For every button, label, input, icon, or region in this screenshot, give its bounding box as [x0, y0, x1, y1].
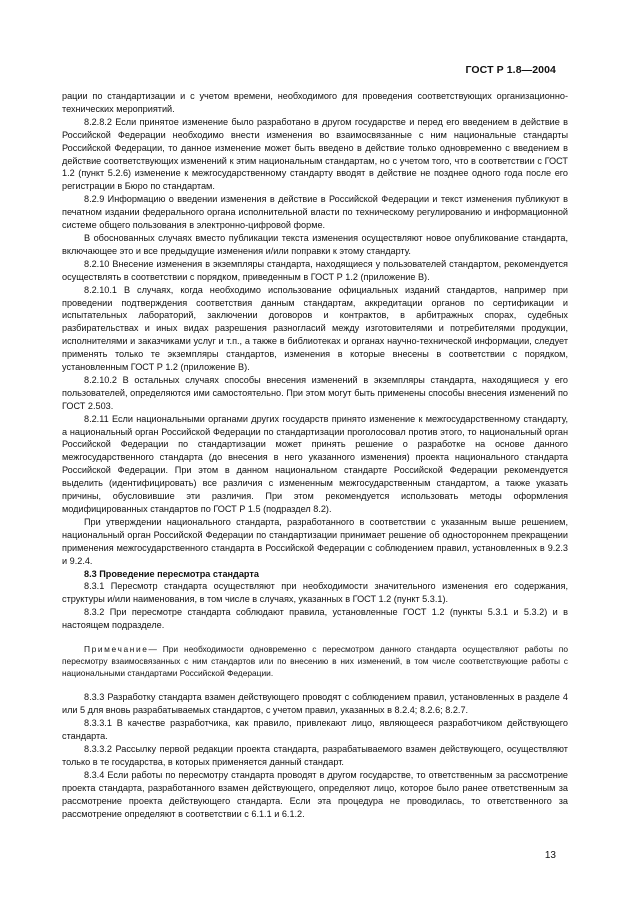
paragraph: При утверждении национального стандарта, разработанного в соответствии с указанным выше решением, национальный орган Российской Федерации по стандартизации принимает решение об одностороннем прекращении применения межгосударственного стандарта в Российской Федерации с соблюдением правил, установленных в 9.2.3 и 9.2.4.	[62, 516, 568, 566]
note-text: — При необходимости одновременно с пересмотром данного стандарта осуществляют работы по пересмотру взаимосвязанных с ним стандартов или по внесению в них изменений, в том числе соответствующие работы с национальными стандартами Российской Федерации.	[62, 644, 568, 678]
paragraph: 8.3.2 При пересмотре стандарта соблюдают правила, установленные ГОСТ 1.2 (пункты 5.3.1 и 5.3.2) и в настоящем подразделе.	[62, 607, 568, 631]
note-label: Примечание	[84, 644, 149, 655]
paragraph: В обоснованных случаях вместо публикации текста изменения осуществляют новое опубликование стандарта, включающее это и все предыдущие изменения и/или поправки к этому стандарту.	[62, 232, 568, 256]
paragraph: 8.2.10.2 В остальных случаях способы внесения изменений в экземпляры стандарта, находящиеся у его пользователей, определяются ими самостоятельно. При этом могут быть применены способы внесения изменений по ГОСТ 2.503.	[62, 374, 568, 411]
paragraph: 8.2.10.1 В случаях, когда необходимо использование официальных изданий стандартов, например при проведении подтверждения соответствия данным стандартам, аккредитации органов по сертификации и испытательных лабораторий, заключении договоров и контрактов, в арбитражных спорах, судебных разбирательствах и иных видах разрешения разногласий между изготовителями и потребителями продукции, исполнителями и заказчиками услуг и т.п., а также в библиотеках и органах научно-технической информации, следует применять только те экземпляры стандартов, изменения в которые внесены в соответствии с порядком, установленным ГОСТ Р 1.2 (приложение В).	[62, 284, 568, 373]
paragraph: 8.3.3.1 В качестве разработчика, как правило, привлекают лицо, являющееся разработчиком действующего стандарта.	[62, 718, 568, 742]
paragraph: 8.3.4 Если работы по пересмотру стандарта проводят в другом государстве, то ответственным за рассмотрение проекта стандарта, разработанного взамен действующего, определяют лицо, которое было ранее ответственным за рассмотрение проекта действующего стандарта. Если эта процедура не проводилась, то ответственного за рассмотрение определяют в соответствии с 6.1.1 и 6.1.2.	[62, 769, 568, 819]
paragraph: 8.2.8.2 Если принятое изменение было разработано в другом государстве и перед его введением в действие в Российской Федерации необходимо внести изменения во взаимосвязанные с ним национальные стандарты Российской Федерации, то данное изменение может быть введено в действие только одновременно с введением в действие соответствующих изменений к этим национальным стандартам, но с учетом того, что в соответствии с ГОСТ 1.2 (пункт 5.2.6) изменение к межгосударственному стандарту вводят в действие не позднее одного года после его регистрации в Бюро по стандартам.	[62, 116, 568, 192]
section-heading: 8.3 Проведение пересмотра стандарта	[84, 568, 259, 579]
document-header: ГОСТ Р 1.8—2004	[465, 64, 556, 76]
paragraph: 8.2.9 Информацию о введении изменения в действие в Российской Федерации и текст изменения публикуют в печатном издании федерального органа исполнительной власти по техническому регулированию и информационной системе общего пользования в электронно-цифровой форме.	[62, 194, 568, 231]
document-body	[62, 90, 568, 821]
note	[62, 644, 568, 679]
paragraph: 8.2.11 Если национальными органами других государств принято изменение к межгосударственному стандарту, а национальный орган Российской Федерации по стандартизации проголосовал против этого, то национальный орган Российской Федерации по стандартизации может принять решение о разработке на основе данного межгосударственного стандарта (до внесения в него указанного изменения) проекта национального стандарта Российской Федерации. При этом в данном национальном стандарте Российской Федерации рекомендуется выделить (идентифицировать) все различия с измененным межгосударственным стандартом, а также указать причины, обусловившие эти различия. При этом рекомендуется использовать методы оформления модифицированных стандартов по ГОСТ Р 1.5 (подраздел 8.2).	[62, 413, 568, 514]
paragraph: 8.3.3 Разработку стандарта взамен действующего проводят с соблюдением правил, установленных в разделе 4 или 5 для вновь разрабатываемых стандартов, с учетом правил, указанных в 8.2.4; 8.2.6; 8.2.7.	[62, 692, 568, 716]
paragraph: 8.3.1 Пересмотр стандарта осуществляют при необходимости значительного изменения его содержания, структуры и/или наименования, в том числе в случаях, указанных в ГОСТ 1.2 (пункт 5.3.1).	[62, 581, 568, 605]
paragraph: 8.2.10 Внесение изменения в экземпляры стандарта, находящиеся у пользователей стандартом, рекомендуется осуществлять в соответствии с порядком, приведенным в ГОСТ Р 1.2 (приложение В).	[62, 258, 568, 282]
paragraph: 8.3.3.2 Рассылку первой редакции проекта стандарта, разрабатываемого взамен действующего, осуществляют только в те государства, в которых применяется данный стандарт.	[62, 744, 568, 767]
paragraph: рации по стандартизации и с учетом времени, необходимого для проведения соответствующих организационно-технических мероприятий.	[62, 91, 568, 114]
page-number: 13	[544, 850, 556, 861]
